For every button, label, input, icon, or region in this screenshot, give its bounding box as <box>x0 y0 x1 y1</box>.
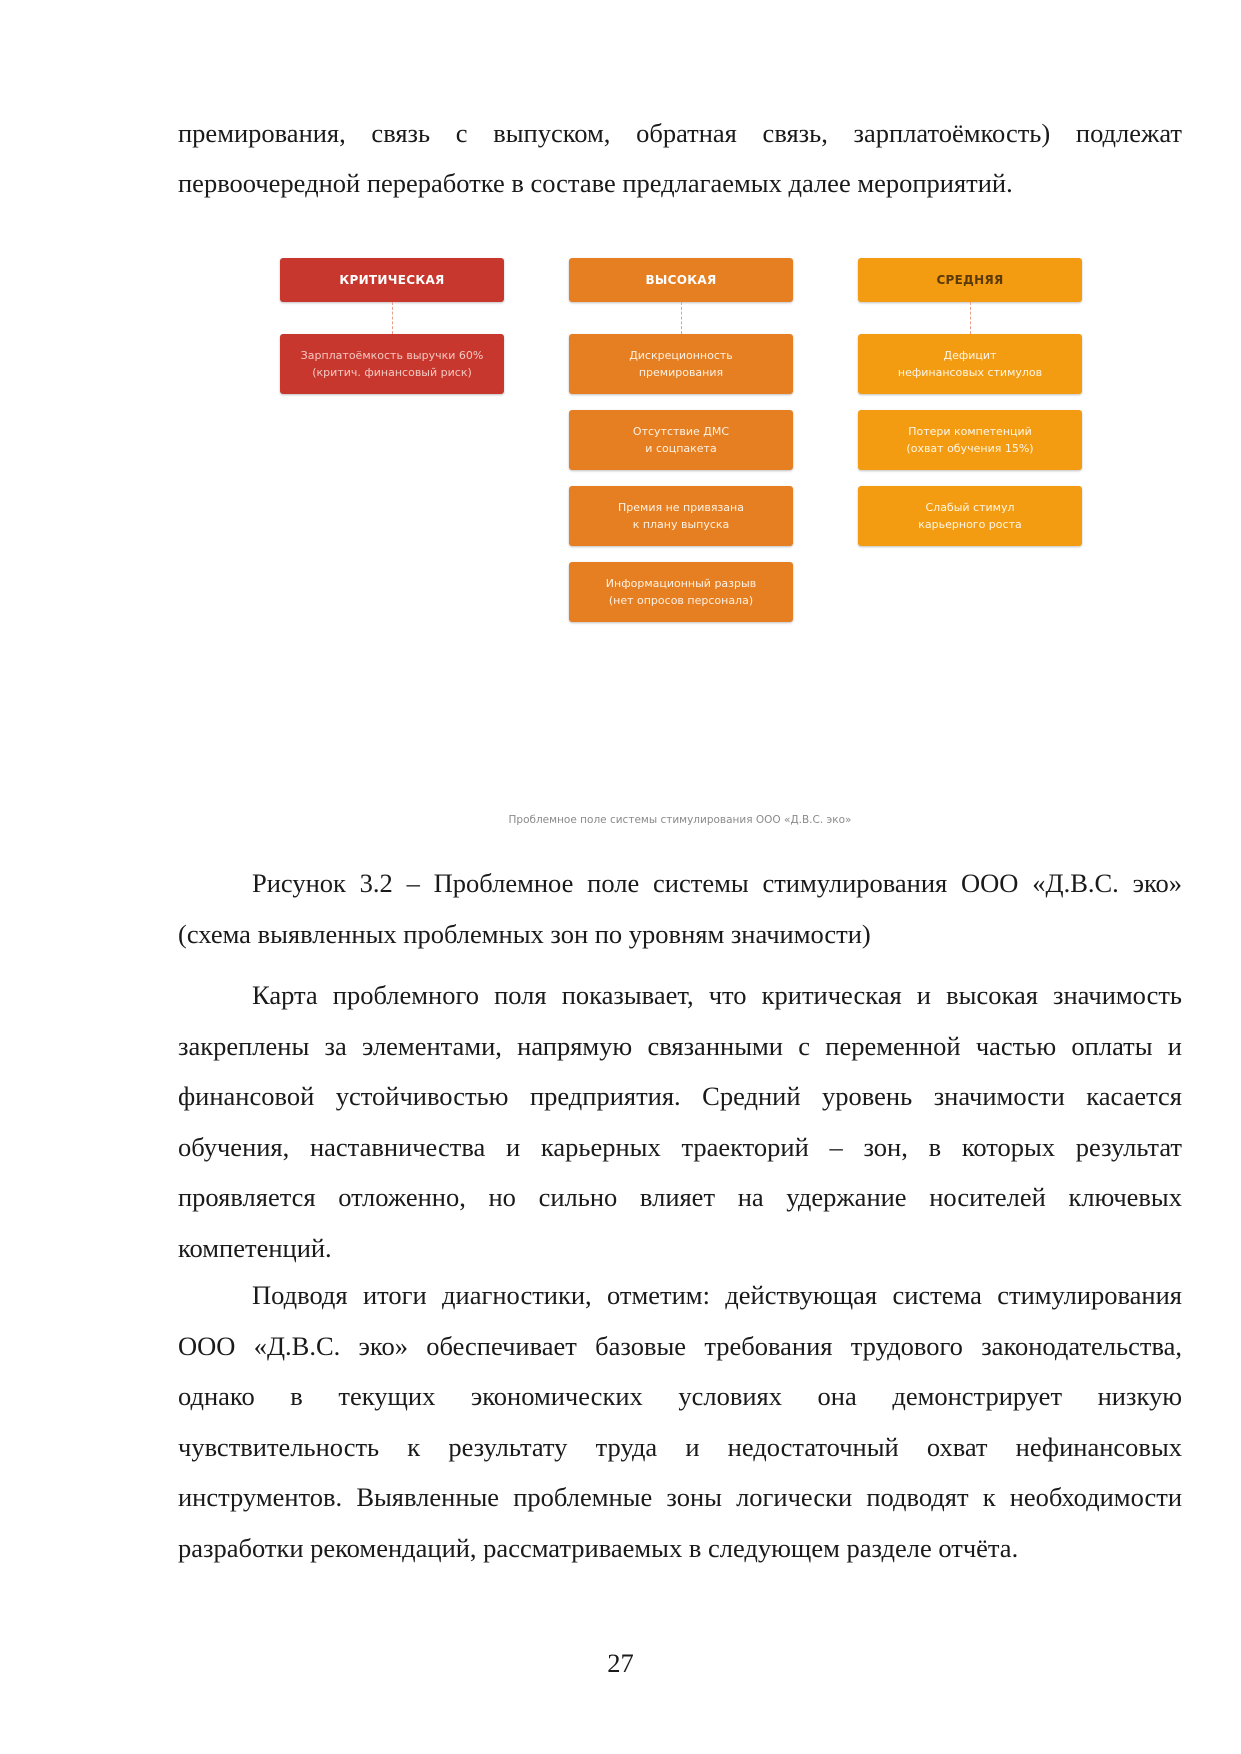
continuation-paragraph <box>178 108 1182 159</box>
card-medium-3 <box>858 486 1082 546</box>
column-critical <box>280 258 504 410</box>
card-line-2: премирования <box>638 366 724 379</box>
card-line-1: Потери компетенций <box>908 425 1032 438</box>
card-line-1: Отсутствие ДМС <box>632 425 730 438</box>
figure-caption: Рисунок 3.2 – Проблемное поле системы стимулирования ООО «Д.В.С. эко» (схема выявленных проблемных зон по уровням значимости) <box>178 868 1182 949</box>
card-line-2: карьерного роста <box>918 518 1022 531</box>
body-paragraph-1: Карта проблемного поля показывает, что критическая и высокая значимость закреплены за элементами, напрямую связанными с переменной частью оплаты и финансовой устойчивостью предприятия. Средний уровень значимости касается обучения, наставничества и карьерных траекторий – зон, в которых результат проявляется отложенно, но сильно влияет на удержание носителей ключевых компетенций. <box>178 980 1182 1263</box>
connector-critical <box>392 302 393 334</box>
card-line-1: Премия не привязана <box>618 501 744 514</box>
card-critical-1 <box>280 334 504 394</box>
body-paragraph-2: Подводя итоги диагностики, отметим: действующая система стимулирования ООО «Д.В.С. эко» обеспечивает базовые требования трудового законодательства, однако в текущих экономических условиях она демонстрирует низкую чувствительность к результату труда и недостаточный охват нефинансовых инструментов. Выявленные проблемные зоны логически подводят к необходимости разработки рекомендаций, рассматриваемых в следующем разделе отчёта. <box>178 1280 1182 1563</box>
card-high-3 <box>569 486 793 546</box>
column-medium <box>858 258 1082 562</box>
header-medium: СРЕДНЯЯ <box>858 258 1082 302</box>
card-line-2: к плану выпуска <box>632 518 730 531</box>
card-line-1: Дискреционность <box>629 349 733 362</box>
card-medium-2 <box>858 410 1082 470</box>
card-medium-1 <box>858 334 1082 394</box>
figure-inner-caption: Проблемное поле системы стимулирования ООО «Д.В.С. эко» <box>508 814 852 826</box>
problem-field-diagram <box>270 258 1090 838</box>
card-high-2 <box>569 410 793 470</box>
card-line-2: (охват обучения 15%) <box>906 442 1034 455</box>
card-line-2: нефинансовых стимулов <box>897 366 1043 379</box>
continuation-paragraph-end <box>178 158 1182 209</box>
card-line-1: Слабый стимул <box>925 501 1015 514</box>
continuation-line-2: первоочередной переработке в составе предлагаемых далее мероприятий. <box>178 168 1013 198</box>
page-number: 27 <box>607 1648 634 1678</box>
card-high-1 <box>569 334 793 394</box>
header-high: ВЫСОКАЯ <box>569 258 793 302</box>
connector-high <box>681 302 682 334</box>
card-line-1: Зарплатоёмкость выручки 60% <box>300 349 484 362</box>
continuation-line-1: премирования, связь с выпуском, обратная связь, зарплатоёмкость) подлежат <box>178 118 1182 148</box>
card-high-4 <box>569 562 793 622</box>
header-critical: КРИТИЧЕСКАЯ <box>280 258 504 302</box>
card-line-1: Информационный разрыв <box>605 577 757 590</box>
column-high <box>569 258 793 638</box>
card-line-1: Дефицит <box>943 349 997 362</box>
card-line-2: (критич. финансовый риск) <box>312 366 472 379</box>
card-line-2: (нет опросов персонала) <box>608 594 754 607</box>
connector-medium <box>970 302 971 334</box>
card-line-2: и соцпакета <box>645 442 717 455</box>
